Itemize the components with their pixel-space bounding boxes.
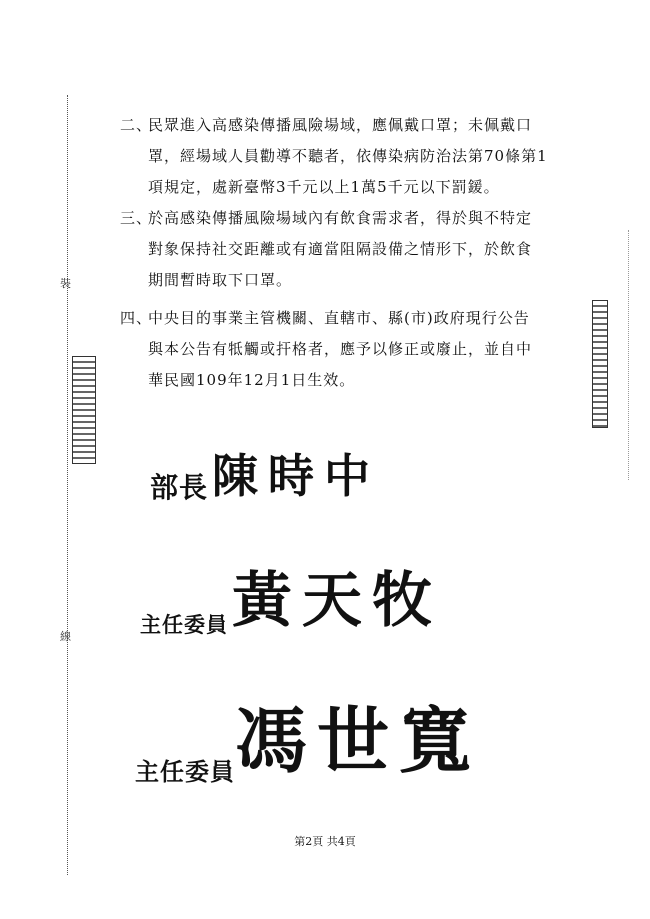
signature-title: 主任委員 (135, 757, 235, 786)
signature-chairperson-1 (140, 553, 442, 639)
clause-number: 二、 (120, 116, 153, 134)
clause-two (120, 110, 580, 203)
clause-line: 罩，經場域人員勸導不聽者，依傳染病防治法第70條第1 (148, 147, 548, 165)
clause-line: 中央目的事業主管機關、直轄市、縣(市)政府現行公告 (148, 309, 530, 327)
signature-chairperson-2 (135, 683, 481, 787)
signature-minister (150, 440, 380, 506)
binding-mark-lower: 線 (60, 630, 71, 643)
clause-number: 三、 (120, 209, 153, 227)
binding-dotted-line (67, 95, 68, 875)
clause-line: 與本公告有牴觸或扞格者，應予以修正或廢止，並自中 (148, 340, 533, 358)
clause-four (120, 303, 580, 396)
clause-line: 期間暫時取下口罩。 (148, 271, 293, 289)
clause-line: 於高感染傳播風險場域內有飲食需求者，得於與不特定 (148, 209, 533, 227)
right-margin-dots (628, 230, 629, 480)
seal-stamp-right (592, 300, 608, 428)
clause-line: 對象保持社交距離或有適當阻隔設備之情形下，於飲食 (148, 240, 533, 258)
seal-stamp-left (72, 356, 96, 464)
clause-three (120, 203, 580, 296)
clause-line: 民眾進入高感染傳播風險場域，應佩戴口罩；未佩戴口 (148, 116, 533, 134)
binding-mark-upper: 裝 (60, 277, 71, 290)
clause-line: 華民國109年12月1日生效。 (148, 371, 356, 389)
clause-number: 四、 (120, 309, 153, 327)
signature-name: 馮世寬 (235, 698, 482, 783)
clause-line: 項規定，處新臺幣3千元以上1萬5千元以下罰鍰。 (148, 178, 500, 196)
signature-title: 部長 (150, 471, 209, 504)
signature-title: 主任委員 (140, 612, 228, 637)
signature-name: 陳時中 (212, 449, 381, 503)
page-number-footer: 第2頁 共4頁 (294, 835, 356, 848)
signature-name: 黃天牧 (232, 566, 442, 636)
